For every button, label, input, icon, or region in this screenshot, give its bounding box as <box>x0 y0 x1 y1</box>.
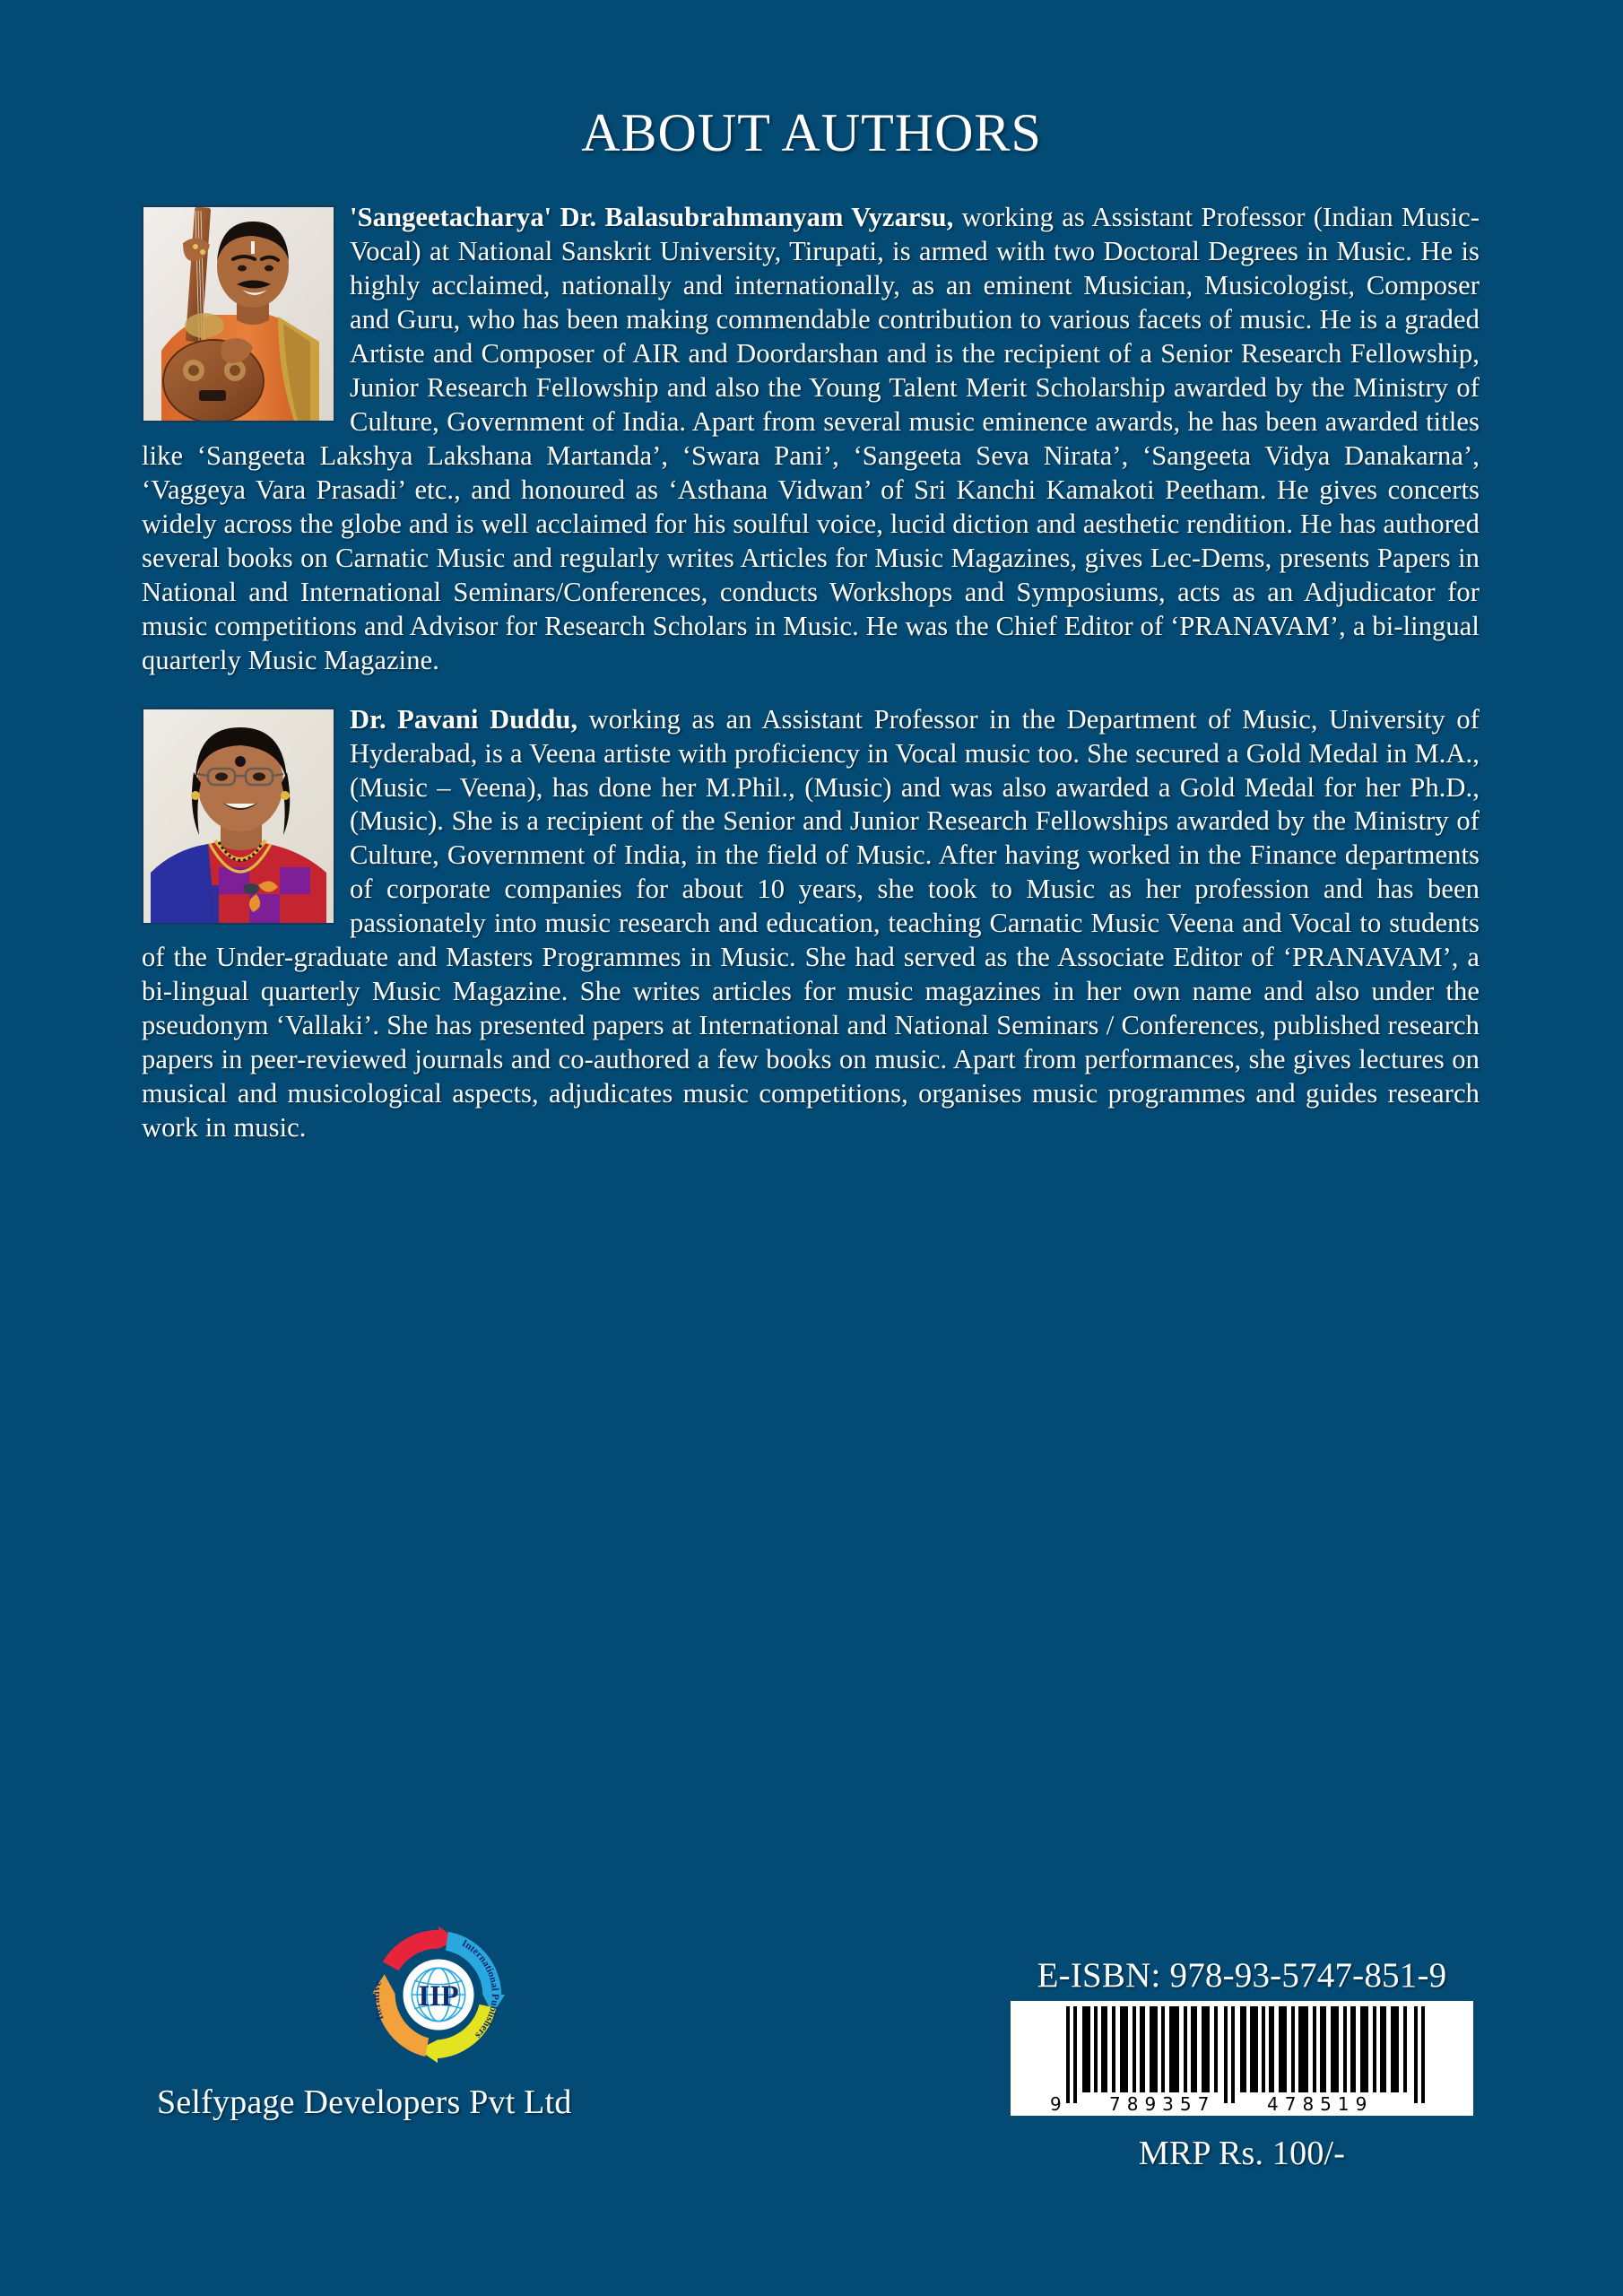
author-2-bio: working as an Assistant Professor in the Department of Music, University of Hyderabad, is a Veena artiste with proficiency in Vocal music too. She secured a Gold Medal in M.A., (Music – Veena), has done her M.Phil., (Music) and was also awarded a Gold Medal for her Ph.D., (Music). She is a recipient of the Senior and Junior Research Fellowships awarded by the Ministry of Culture, Government of India, in the field of Music. After having worked in the Finance departments of corporate companies for about 10 years, she took to Music as her profession and has been passionately into music research and education, teaching Carnatic Music Veena and Vocal to students of the Under-graduate and Masters Programmes in Music. She had served as the Associate Editor of ‘PRANAVAM’, a bi-lingual quarterly Music Magazine. She writes articles for music magazines in her own name and also under the pseudonym ‘Vallaki’. She has presented papers at International and National Seminars / Conferences, published research papers in peer-reviewed journals and co-authored a few books on music. Apart from performances, she gives lectures on musical and musicological aspects, adjudicates music competitions, organises music programmes and guides research work in music. <box>142 703 1480 1144</box>
svg-text:Iterative: Iterative <box>370 1979 386 2022</box>
author-1-name: 'Sangeetacharya' Dr. Balasubrahmanyam Vyzarsu, <box>350 202 954 232</box>
svg-text:IIP: IIP <box>418 1979 459 2013</box>
footer <box>0 1919 1623 2296</box>
page-title: ABOUT AUTHORS <box>581 103 1042 162</box>
svg-text:International Publishers: International Publishers <box>459 1937 500 2041</box>
publisher-name: Selfypage Developers Pvt Ltd <box>157 2083 572 2121</box>
svg-text:789357: 789357 <box>1109 2093 1216 2115</box>
author-photo-2 <box>142 708 335 925</box>
author-photo-1 <box>142 205 335 422</box>
author-1-bio: working as Assistant Professor (Indian Music-Vocal) at National Sanskrit University, Tirupati, is armed with two Doctoral Degrees in Music. He is highly acclaimed, nationally and internationally, as an eminent Musician, Musicologist, Composer and Guru, who has been making commendable contribution to various facets of music. He is a graded Artiste and Composer of AIR and Doordarshan and is the recipient of a Senior Research Fellowship, Junior Research Fellowship and also the Young Talent Merit Scholarship awarded by the Ministry of Culture, Government of India. Apart from several music eminence awards, he has been awarded titles like ‘Sangeeta Lakshya Lakshana Martanda’, ‘Swara Pani’, ‘Sangeeta Seva Nirata’, ‘Sangeeta Vidya Danakarna’, ‘Vaggeya Vara Prasadi’ etc., and honoured as ‘Asthana Vidwan’ of Sri Kanchi Kamakoti Peetham. He gives concerts widely across the globe and is well acclaimed for his soulful voice, lucid diction and aesthetic rendition. He has authored several books on Carnatic Music and regularly writes Articles for Music Magazines, gives Lec-Dems, presents Papers in National and International Seminars/Conferences, conducts Workshops and Symposiums, acts as an Adjudicator for music competitions and Advisor for Research Scholars in Music. He was the Chief Editor of ‘PRANAVAM’, a bi-lingual quarterly Music Magazine. <box>142 202 1480 675</box>
isbn-barcode <box>1011 2001 1473 2116</box>
author-2-text <box>142 703 1480 1146</box>
mrp-label: MRP Rs. 100/- <box>1138 2135 1346 2172</box>
author-1-text <box>142 201 1480 678</box>
svg-text:9: 9 <box>1050 2093 1062 2115</box>
author-2-name: Dr. Pavani Duddu, <box>350 703 578 735</box>
eisbn-label: E-ISBN: 978-93-5747-851-9 <box>1037 1956 1447 1995</box>
iip-publisher-logo-icon <box>363 1919 514 2070</box>
author-bio-block-2 <box>142 703 1480 1146</box>
footer-publisher-area <box>157 1919 803 2122</box>
footer-isbn-area <box>991 1955 1493 2173</box>
author-bio-block-1 <box>142 201 1480 678</box>
svg-text:478519: 478519 <box>1267 2093 1374 2115</box>
